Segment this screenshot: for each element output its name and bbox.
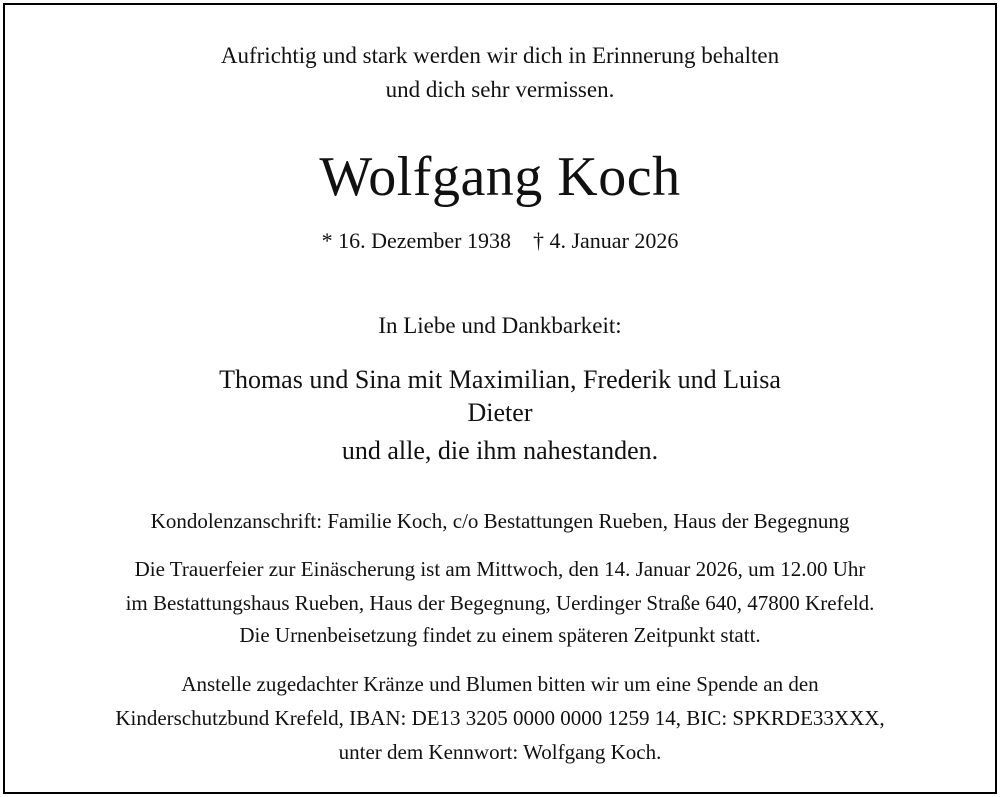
donation-line: Kinderschutzbund Krefeld, IBAN: DE13 3205 0000 0000 1259 14, BIC: SPKRDE33XXX, xyxy=(115,706,885,730)
mourner-line: Thomas und Sina mit Maximilian, Frederik und Luisa xyxy=(219,365,781,394)
death-date: † 4. Januar 2026 xyxy=(532,228,679,253)
obituary-notice xyxy=(3,3,997,794)
donation-line: Anstelle zugedachter Kränze und Blumen bitten wir um eine Spende an den xyxy=(181,672,819,696)
motto-line-1: Aufrichtig und stark werden wir dich in Erinnerung behalten xyxy=(220,43,780,68)
ceremony-line: im Bestattungshaus Rueben, Haus der Begegnung, Uerdinger Straße 640, 47800 Krefeld. xyxy=(125,591,875,615)
ceremony-line: Die Trauerfeier zur Einäscherung ist am Mittwoch, den 14. Januar 2026, um 12.00 Uhr xyxy=(134,557,866,581)
mourners-intro: In Liebe und Dankbarkeit: xyxy=(378,313,622,338)
deceased-name: Wolfgang Koch xyxy=(319,146,681,208)
ceremony-line: Die Urnenbeisetzung findet zu einem späteren Zeitpunkt statt. xyxy=(239,623,761,647)
motto-line-2: und dich sehr vermissen. xyxy=(385,77,615,102)
mourner-line: Dieter xyxy=(467,398,533,427)
donation-line: unter dem Kennwort: Wolfgang Koch. xyxy=(338,740,662,764)
condolence-address: Kondolenzanschrift: Familie Koch, c/o Bestattungen Rueben, Haus der Begegnung xyxy=(150,509,850,533)
life-dates xyxy=(5,227,995,255)
mourner-line: und alle, die ihm nahestanden. xyxy=(341,436,659,465)
birth-date: * 16. Dezember 1938 xyxy=(321,228,511,253)
